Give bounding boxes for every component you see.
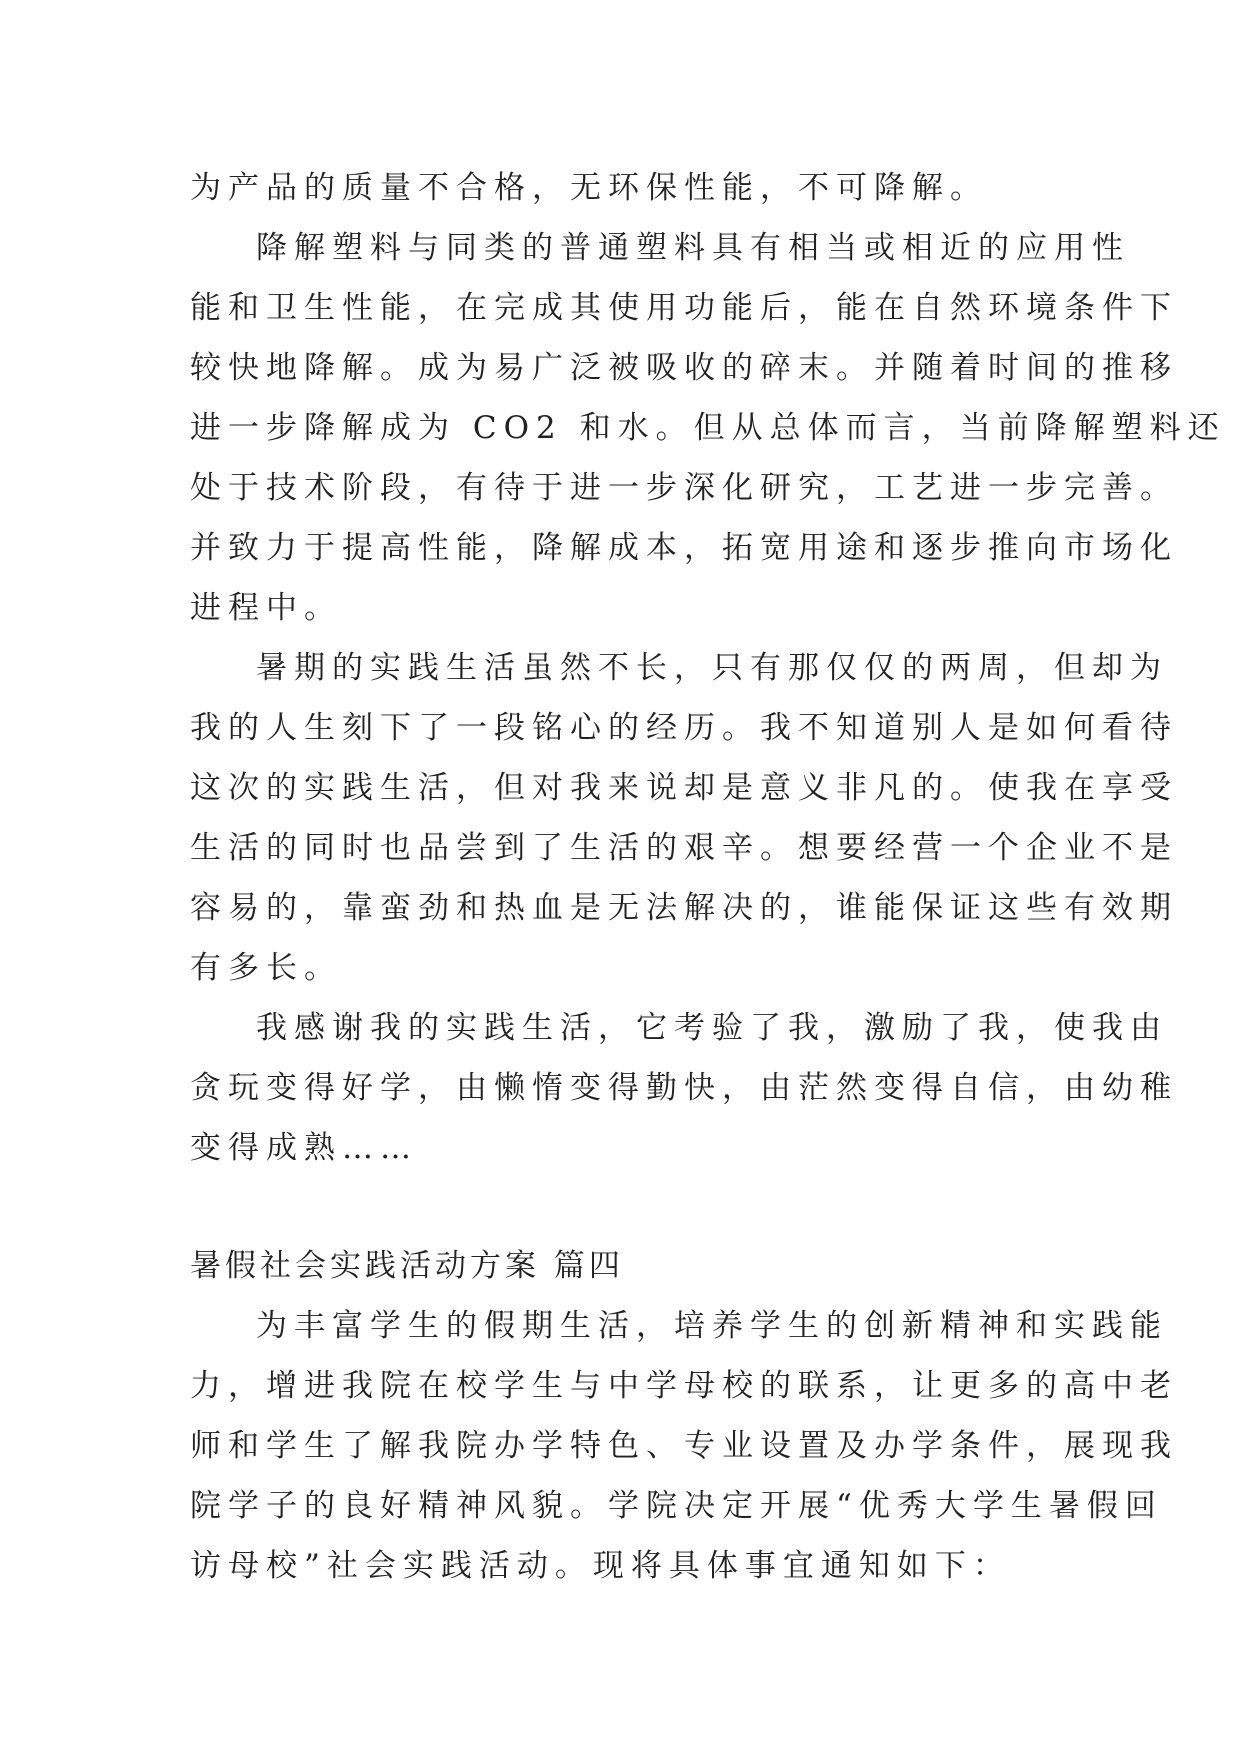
text-line: 变得成熟…… [190,1130,418,1166]
text-line: 这次的实践生活，但对我来说却是意义非凡的。使我在享受 [190,770,1178,806]
section-body-1 [190,158,1226,1178]
text-line: 为产品的质量不合格，无环保性能，不可降解。 [190,170,988,206]
text-line: 较快地降解。成为易广泛被吸收的碎末。并随着时间的推移 [190,350,1178,386]
text-line: 访母校”社会实践活动。现将具体事宜通知如下： [190,1548,1011,1584]
text-line: 生活的同时也品尝到了生活的艰辛。想要经营一个企业不是 [190,830,1178,866]
text-line: 进程中。 [190,590,342,626]
text-line: 并致力于提高性能，降解成本，拓宽用途和逐步推向市场化 [190,530,1178,566]
text-line: 有多长。 [190,950,342,986]
text-line: 我的人生刻下了一段铭心的经历。我不知道别人是如何看待 [190,710,1178,746]
section-heading: 暑假社会实践活动方案 篇四 [190,1248,624,1284]
text-line: 贪玩变得好学，由懒惰变得勤快，由茫然变得自信，由幼稚 [190,1070,1178,1106]
text-line: 进一步降解成为 CO2 和水。但从总体而言，当前降解塑料还 [190,410,1226,446]
text-line: 院学子的良好精神风貌。学院决定开展“优秀大学生暑假回 [190,1488,1163,1524]
text-line: 我感谢我的实践生活，它考验了我，激励了我，使我由 [256,1010,1168,1046]
text-line: 降解塑料与同类的普通塑料具有相当或相近的应用性 [256,230,1130,266]
text-line: 能和卫生性能，在完成其使用功能后，能在自然环境条件下 [190,290,1178,326]
text-line: 力，增进我院在校学生与中学母校的联系，让更多的高中老 [190,1368,1178,1404]
text-line: 处于技术阶段，有待于进一步深化研究，工艺进一步完善。 [190,470,1178,506]
text-line: 为丰富学生的假期生活，培养学生的创新精神和实践能 [256,1308,1168,1344]
text-line: 师和学生了解我院办学特色、专业设置及办学条件，展现我 [190,1428,1178,1464]
section-body-2 [190,1296,1178,1596]
text-line: 暑期的实践生活虽然不长，只有那仅仅的两周，但却为 [256,650,1168,686]
document-page [190,158,1226,1596]
text-line: 容易的，靠蛮劲和热血是无法解决的，谁能保证这些有效期 [190,890,1178,926]
